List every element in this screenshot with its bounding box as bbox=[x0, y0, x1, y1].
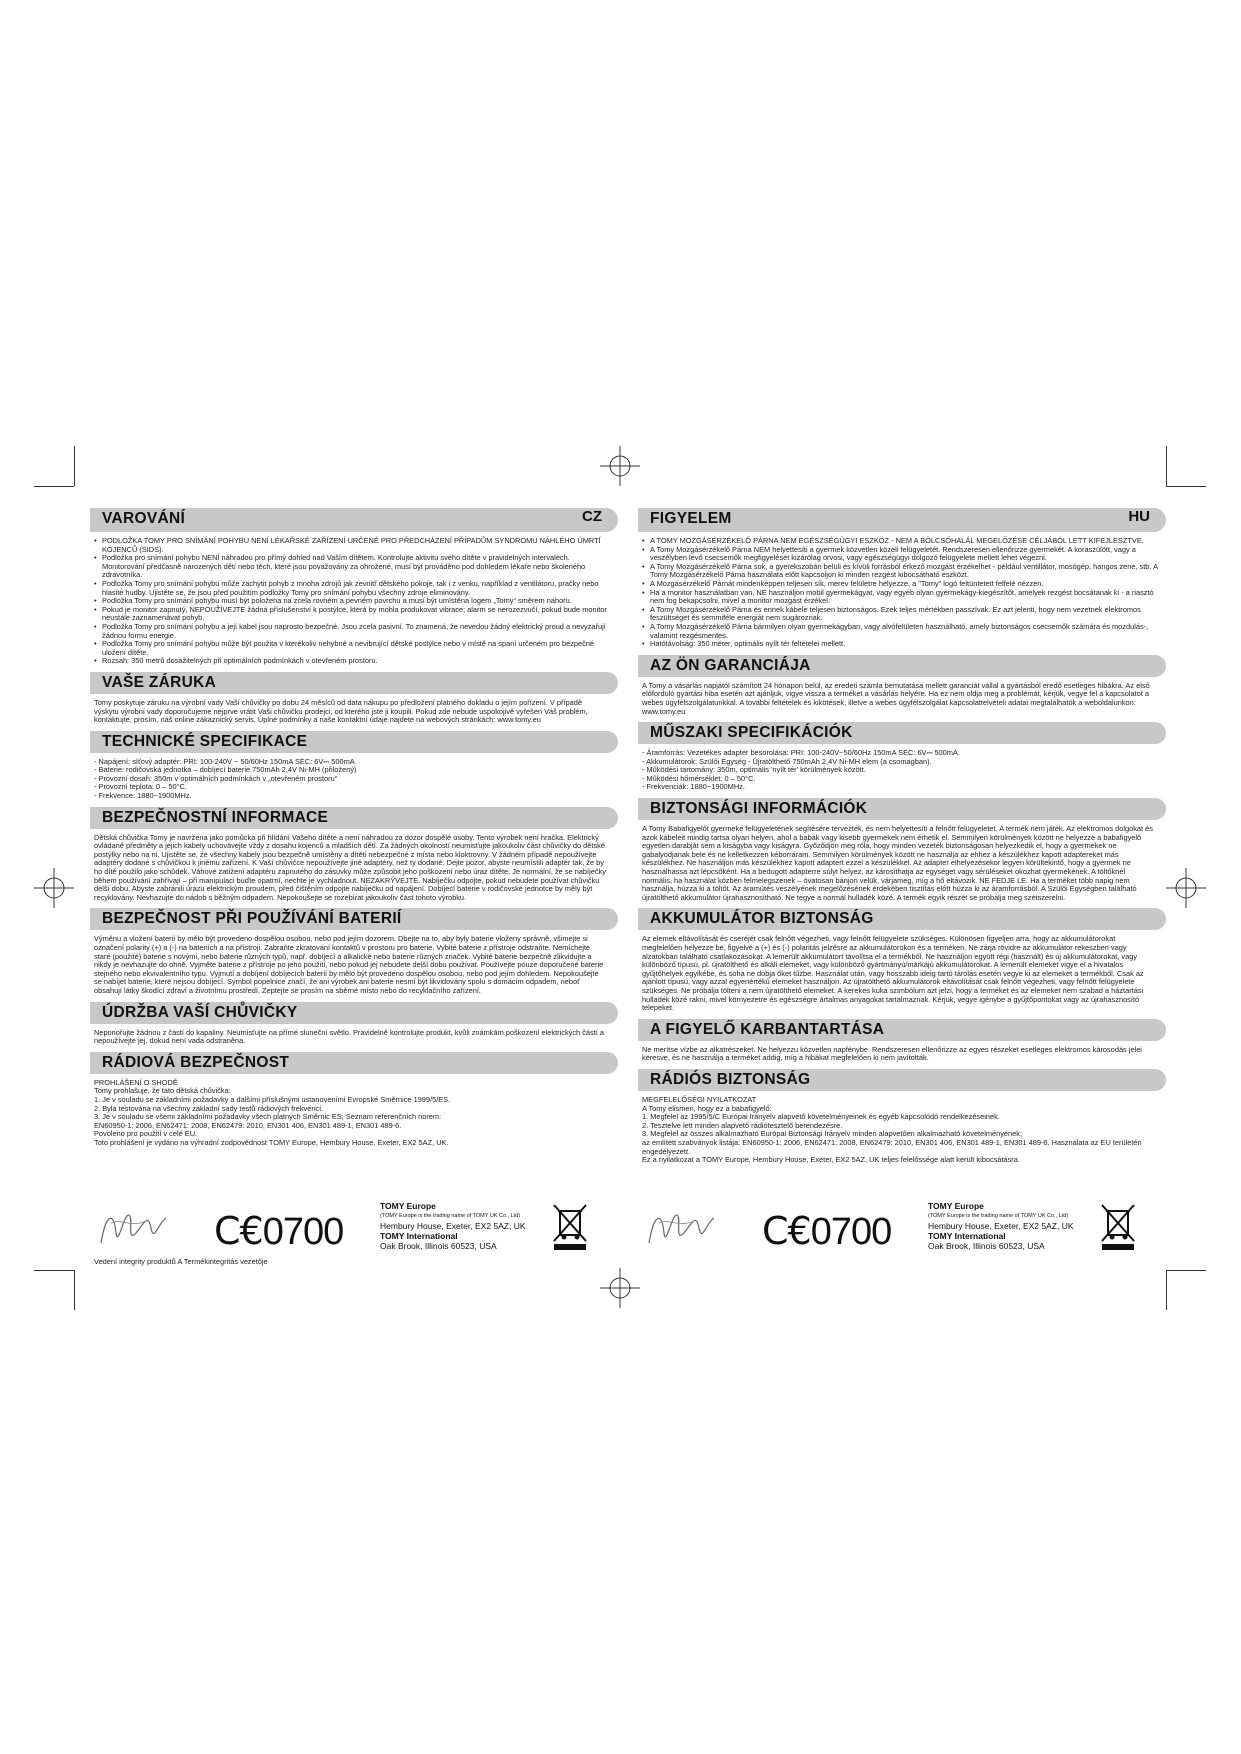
section-warning bbox=[90, 508, 618, 666]
address-line: Hembury House, Exeter, EX2 5AZ, UK bbox=[928, 1221, 1074, 1231]
language-code: CZ bbox=[582, 508, 602, 525]
spec-line: - Működési hőmérséklet: 0 – 50°C. bbox=[642, 773, 756, 783]
section-banner bbox=[638, 655, 1166, 677]
section-battery bbox=[638, 908, 1166, 1012]
section-title: TECHNICKÉ SPECIFIKACE bbox=[102, 732, 308, 750]
warning-list bbox=[90, 537, 618, 666]
crossed-out-bin-icon bbox=[1098, 1201, 1138, 1251]
section-title: RÁDIÓS BIZTONSÁG bbox=[650, 1070, 811, 1088]
integrity-caption: Vedení integrity produktů A Termékintegritás vezetője bbox=[94, 1257, 268, 1266]
registration-mark-icon bbox=[600, 446, 640, 486]
section-banner bbox=[638, 1069, 1166, 1091]
section-banner bbox=[90, 807, 618, 829]
radio-line: MEGFELELŐSÉGI NYILATKOZAT bbox=[642, 1094, 757, 1104]
section-radio bbox=[90, 1052, 618, 1148]
section-banner bbox=[638, 908, 1166, 930]
section-tech bbox=[90, 731, 618, 801]
section-banner bbox=[638, 508, 1166, 532]
registration-mark-icon bbox=[1166, 868, 1206, 908]
section-warranty bbox=[90, 672, 618, 725]
spec-line: - Áramforrás: Vezetékes adapter besorolása: PRI: 100-240V~50/60Hz 150mA SEC: 6V⎓ 500mA. bbox=[642, 748, 960, 758]
radio-line: 3. Megfelel az összes alkalmazható Európai Biztonsági Irányelv minden alapvetően alkalmazható követelményének; bbox=[642, 1129, 1023, 1139]
radio-line: Toto prohlášení je vydáno na výhradní zodpovědnost TOMY Europe, Hembury House, Exeter, EX2 5AZ, UK. bbox=[94, 1137, 449, 1147]
address-line: Oak Brook, Illinois 60523, USA bbox=[928, 1241, 1045, 1251]
list-item: • A TOMY MOZGÁSÉRZÉKELŐ PÁRNA NEM EGÉSZSÉGÜGYI ESZKÖZ - NEM A BÖLCSŐHALÁL MEGELŐZÉSE CÉLJÁBÓL LETT KIFEJLESZTVE. bbox=[642, 537, 1158, 546]
column-hu bbox=[638, 508, 1166, 1171]
section-banner bbox=[90, 672, 618, 694]
registration-mark-icon bbox=[600, 1268, 640, 1308]
crossed-out-bin-icon bbox=[550, 1201, 590, 1251]
list-item: • Podložka pro snímání pohybu NENÍ náhradou pro přímý dohled nad Vaším dítětem. Kontrolujte aktivitu svého dítěte v pravidelných intervalech. Monitorování předčasně narozených dětí nebo těch, které jsou považovány za ohrožené, musí být prováděno pod dohledem lékaře nebo školeného zdravotníka. bbox=[94, 554, 610, 580]
section-safety bbox=[638, 798, 1166, 902]
section-radio bbox=[638, 1069, 1166, 1165]
spec-line: - Működési tartomány: 350m, optimális 'nyílt tér' körülmények között. bbox=[642, 765, 866, 775]
section-title: A FIGYELŐ KARBANTARTÁSA bbox=[650, 1020, 885, 1038]
section-title: ÚDRŽBA VAŠÍ CHŮVIČKY bbox=[102, 1003, 298, 1021]
section-care bbox=[90, 1002, 618, 1046]
paragraph: A Tomy Babafigyelőt gyermeke felügyeletének segítésére tervezték, és nem helyettesíti a felnőtt felügyeletet. A termék nem játék. Az elektromos dolgokat és azok kábeleit mindig tartsa olyan helyen, ahol a babák vagy kisebb gyermekek nem érhetik el. Semmilyen körülmények között ne helyezze a babafigyelő egyetlen darabját sem a kiságyba vagy kiságyra. Győződjön meg róla, hogy minden vezeték biztonságosan helyezkedik el, hogy a gyermekek ne gabalyodjanak bele és ne kelletkezzen kéborráram. Semmilyen körülmények között ne használja az ehhez a készülékhez kapott adaptereket más készülékhez. Ne használjon más készülékhez kapott adaptert ezzel a készülékkel. Az adapter elhelyezésekor legyen körültekintő, hogy a gyermek ne használhassa azt lépcsőként. Ha a bedugott adapterre súlyt helyez, az károsíthatja az egységet vagy sérüléseket okozhat gyermekének. A töltőknél normális, ha használat közben felmelegszenek – óvatosan bánjon velük, várjameg, míg a hő eltávozik. NE FEDJE LE. Ha a terméket több napig nem használja, húzza ki a töltőt. Az áramütés veszélyének megelőzésének érdekében tisztítás előtt húzza ki az áramforrásból. A Szülői Egységben található újratölthető akkumulátor újrahasznosítható. Ne tegye a normál hulladék közé. A termék egyik részét se próbálja meg szétszerelni. bbox=[642, 824, 1153, 902]
section-banner bbox=[638, 1019, 1166, 1041]
radio-line: Ez a nyilatkozat a TOMY Europe, Hembury House, Exeter, EX2 5AZ, UK teljes felelőssége alatt került kibocsátásra. bbox=[642, 1155, 1020, 1165]
language-code: HU bbox=[1128, 508, 1150, 525]
radio-line: 3. Je v souladu se všemi základními požadavky všech platných Směrnic ES; Seznam referenčních norem: bbox=[94, 1112, 442, 1122]
radio-line: 1. Megfelel az 1995/5/C Európai Irányelv alapvető követelményeinek és egyéb kapcsolódó rendelkezéseinek. bbox=[642, 1112, 1000, 1122]
section-care bbox=[638, 1019, 1166, 1063]
section-title: MŰSZAKI SPECIFIKÁCIÓK bbox=[650, 724, 853, 742]
section-banner bbox=[90, 1052, 618, 1074]
registration-mark-icon bbox=[34, 868, 74, 908]
section-safety bbox=[90, 807, 618, 903]
address-line: Oak Brook, Illinois 60523, USA bbox=[380, 1241, 497, 1251]
paragraph: Výměnu a vložení baterií by mělo být provedeno dospělou osobou, nebo pod jejím dozorem. Dbejte na to, aby byly baterie vloženy správně, všimejte si označení polarity (+) a (-) na bateriích a na přístroji. Zabraňte zkratování kontaktů v prostoru pro baterie. Vybité baterie z přístroje odstraňte. Nemíchejte staré (použité) baterie s novými, nebo baterie různých typů, např. dobíjecí a alkalické nebo baterie různých značek. Vybité baterie bezpečně zlikvidujte a nikdy je nevhazujte do ohně. Vyjměte baterie z přístroje po jeho použití, nebo pokud jej nebudete delší dobu používat. Používejte pouze doporučené baterie stejného nebo ekvivalentního typu. Vyjmutí a dobíjení dobíjecích baterií by mělo být provedeno dospělou osobou, nebo pod jejím dohledem. Nepokoušejte se nabíjet baterie, které nejsou dobíjecí. Symbol popelnice značí, že ani výrobek ani baterie nesmí být likvidovány spolu s domácím odpadem, neboť obsahují látky škodící zdraví a životnímu prostředí. Zeptejte se prosím na sběrné místo nebo do recyklačního zařízení. bbox=[94, 934, 604, 995]
ce-mark: C€0700 bbox=[762, 1209, 892, 1253]
section-banner bbox=[90, 1002, 618, 1024]
company-name: TOMY International bbox=[928, 1231, 1006, 1241]
spec-line: - Frekvenciák: 1880~1900MHz. bbox=[642, 782, 745, 792]
crop-mark bbox=[34, 1270, 74, 1271]
section-banner bbox=[638, 722, 1166, 744]
list-item: • A Tomy Mozgásérzékelő Párna bármilyen olyan gyermekágyban, vagy alvófelületen használható, amely biztonságos csecsemők számára és mozdulás-, valamint rezgésmentes. bbox=[642, 623, 1158, 640]
company-note: (TOMY Europe is the trading name of TOMY UK Co., Ltd) bbox=[928, 1213, 1069, 1219]
list-item: • Ha a monitor használatban van, NE használjon mobil gyermekágyat, vagy egyéb olyan gyermekágy-kiegészítőt, amelyek rezgést bocsátanak ki - a riasztó nem fog bekapcsolni, mivel a monitor mozgást érzékel. bbox=[642, 589, 1158, 606]
company-name: TOMY Europe bbox=[928, 1201, 984, 1211]
column-cz bbox=[90, 508, 618, 1154]
spec-line: - Baterie: rodičovská jednotka – dobíjecí baterie 750mAh 2,4V Ni-MH (přiložený) bbox=[94, 765, 357, 775]
ce-mark: C€0700 bbox=[214, 1209, 344, 1253]
list-item: • Pokud je monitor zapnutý, NEPOUŽÍVEJTE žádná příslušenství k postýlce, která by mohla produkovat vibrace; alarm se nerozezvučí, pokud bude monitor neustále zaznamenávat pohyb. bbox=[94, 606, 610, 623]
section-warning bbox=[638, 508, 1166, 649]
crop-mark bbox=[74, 1270, 75, 1310]
section-tech bbox=[638, 722, 1166, 792]
address-block bbox=[380, 1201, 526, 1251]
section-title: BEZPEČNOSTNÍ INFORMACE bbox=[102, 808, 329, 826]
footer-cz bbox=[90, 1195, 618, 1265]
list-item: • PODLOŽKA TOMY PRO SNÍMÁNÍ POHYBU NENÍ LÉKAŘSKÉ ZAŘÍZENÍ URČENÉ PRO PŘEDCHÁZENÍ PŘÍPADŮM SYNDROMU NÁHLÉHO ÚMRTÍ KOJENCŮ (SIDS). bbox=[94, 537, 610, 554]
radio-line: EN60950-1: 2006, EN62471: 2008, EN62479: 2010, EN301 406, EN301 489-1, EN301 489-6. bbox=[94, 1120, 402, 1130]
list-item: • A Tomy Mozgásérzékelő Párna sok, a gyerekszobán belüli és kívüli forrásból érkező mozgást érzékelhet - például ventillátor, mosógép, hangos zene, stb. A Tomy Mozgásérzékelő Párna használata előtt kapcsoljon ki minden rezgést kibocsátható eszközt. bbox=[642, 563, 1158, 580]
section-banner bbox=[90, 731, 618, 753]
list-item: • Rozsah: 350 metrů dosažitelných při optimálních podmínkách v otevřeném prostoru. bbox=[94, 657, 610, 666]
section-title: BIZTONSÁGI INFORMÁCIÓK bbox=[650, 800, 868, 818]
radio-line: 2. Tesztelve lett minden alapvető rádiótesztelő berendezésre. bbox=[642, 1120, 843, 1130]
radio-line: A Tomy elismeri, hogy ez a babafigyelő: bbox=[642, 1103, 772, 1113]
crop-mark bbox=[1166, 486, 1206, 487]
section-title: FIGYELEM bbox=[650, 510, 732, 527]
signature-icon bbox=[96, 1203, 176, 1253]
company-name: TOMY International bbox=[380, 1231, 458, 1241]
ce-number: 0700 bbox=[262, 1211, 344, 1253]
section-title: VAROVÁNÍ bbox=[102, 510, 186, 527]
warning-list bbox=[638, 537, 1166, 649]
section-warranty bbox=[638, 655, 1166, 716]
list-item: • Podložka Tomy pro snímání pohybu může být použita v kterékoliv nehybné a nevibrující dětské postýlce nebo v místě na spaní určeném pro bezpečné uložení dítěte. bbox=[94, 640, 610, 657]
section-title: RÁDIOVÁ BEZPEČNOST bbox=[102, 1053, 290, 1071]
section-title: BEZPEČNOST PŘI POUŽÍVÁNÍ BATERIÍ bbox=[102, 910, 402, 928]
paragraph: Neponořujte žádnou z částí do kapaliny. Neumisťujte na přímé sluneční světlo. Pravidelně kontrolujte produkt, kvůli známkám poškození elektrických částí a nepoužívejte jej, dokud není vada odstraněna. bbox=[94, 1027, 604, 1046]
list-item: • A Tomy Mozgásérzékelő Párna és ennek kábele teljesen biztonságos. Ezek teljes mértékben passzívak. Ez azt jelenti, hogy nem vezetnek elektromos feszültséget és semmiféle energiát nem sugároznak. bbox=[642, 606, 1158, 623]
radio-line: 2. Byla testována na všechny základní sady testů rádiových frekvencí. bbox=[94, 1103, 324, 1113]
crop-mark bbox=[1166, 1270, 1167, 1310]
crop-mark bbox=[1166, 1270, 1206, 1271]
ce-number: 0700 bbox=[810, 1211, 892, 1253]
paragraph: A Tomy a vásárlás napjától számított 24 hónapon belül, az eredeti számla bemutatása mellett garanciát vállal a gyártásból eredő esetleges hibákra. Az első előforduló gyártási hiba esetén azt ajánljuk, vigye vissza a terméket a vásárlás helyére. Ha ez nem oldja meg a problémát, kérjük, vegye fel a kapcsolatot a webes ügyfélszolgálatunkkal. A további feltételek és kikötések, illetve a webes ügyfélszolgálat kapcsolattelvételi adatai megtalálhatók a weboldalunkon: www.tomy.eu bbox=[642, 680, 1150, 716]
list-item: • Podložka Tomy pro snímání pohybu musí být položena na zcela rovném a pevném povrchu a musí být umístěna logem „Tomy“ směrem nahoru. bbox=[94, 597, 610, 606]
paragraph: Dětská chůvička Tomy je navržena jako pomůcka při hlídání Vašeho dítěte a není náhradou za dozor dospělé osoby. Tento výrobek není hračka. Elektrický ovládané předměty a jejich kabely uchovávejte vždy z dosahu kojenců a mladších dětí. Za žádných okolností neumisťujte jakoukoliv část chůvičky do dětské postýlky nebo na ni. Ujistěte se, že všechny kabely jsou bezpečně umístěny a dítěti nebezpečné z místa nebo kloktrovny. V žádném případě nepoužívejte adaptéry dodané s chůvičkou k jinému zařízení. K Vaší chůvičce nepoužívejte jiné adaptéry, než ty dodané. Dejte pozor, abyste neumístili adaptér tak, že by ho dítě použilo jako schůdek. Váhové zatížení adaptéru zapnutého do zásuvky může způsobit jeho poškození nebo úraz dítěte. Je normální, že se nabíječky během používání zahřívají – při manipulaci buďte opatrní, nechte je vychladnout. NEZAKRÝVEJTE. Nabíječku odpojte, pokud nebudete používat chůvičku delší dobu. Abyste zabránili úrazu elektrickým proudem, před čištěním odpojte nabíječku od napájení. Dobíjecí baterie v rodičovské jednotce by měly být recyklovány. Nevhazujte do nádob s běžným odpadem. Nepokoušejte se rozebírat jakoukoliv část tohoto výrobku. bbox=[94, 832, 606, 902]
spec-line: - Provozní teplota: 0 – 50°C. bbox=[94, 782, 187, 792]
crop-mark bbox=[1166, 446, 1167, 486]
paragraph: Tomy poskytuje záruku na výrobní vady Vaší chůvičky po dobu 24 měsíců od data nákupu po předložení platného dokladu o jejím pořízení. V případě výskytu výrobní vady doporučujeme nejprve vrátit Vaši chůvičku prodejci, od kterého jste ji koupili. Pokud zde nebude uspokojivě vyřešen Váš problém, kontaktujte, prosím, náš online zákaznický servis. Úplné podmínky a naše kontaktní údaje najdete na webových stránkách: www.tomy.eu bbox=[94, 697, 588, 725]
spec-line: - Napájení: síťový adaptér: PRI: 100-240V ~ 50/60Hz 150mA SEC: 6V⎓ 500mA bbox=[94, 756, 355, 766]
list-item: • Hatótávolság: 350 méter, optimális nyílt tér feltételei mellett. bbox=[642, 640, 1158, 649]
section-banner bbox=[90, 908, 618, 930]
radio-line: PROHLÁŠENÍ O SHODĚ bbox=[94, 1077, 178, 1087]
paragraph: Az elemek eltávolítását és cseréjét csak felnőtt végezheti, vagy felnőtt felügyelete szükséges. Különösen figyeljen arra, hogy az akkumulátorokat megfelelően helyezze be, figyelve a (+) és (-) polaritás jelzésre az akkumulátorokon és a terméken. Ne zárja rövidre az akkumulátor rekeszben vagy alzatokban található csatlakozásokat. A lemerült akkumulátort távolítsa el a termékből. Ne használjon együtt régi (használt) és új akkumulátorokat, vagy különböző típusú, pl. újratölthető és alkáli elemeket, vagy különböző gyártmányú/márkájú akkumulátorokat. A lemerült elemeket vigye el a hivatalos gyűjtőhelyek egyikébe, és soha ne dobja őket tűzbe. Használat után, vagy hosszabb ideig tartó tárolás esetén vegye ki az elemeket a termékből. Csak az ajánlott típusú, vagy azzal egyenértékű elemeket használjon. Az újratölthető akkumulátorok eltávolítását csak felnőtt végezheti, vagy felnőtt felügyelete szükséges. Ne próbálja tölteni a nem újratölthető elemeket. A kerekes kuka szimbólum azt jelzi, hogy a terméket és az elemeket nem szabad a háztartási hulladék közé rakni, mivel környezetre és egészségre ártalmas anyagokat tartalmaznak. Kérjük, vegye igénybe a gyűjtőpontokat vagy az újrahasznosító telepeket. bbox=[642, 934, 1144, 1013]
radio-line: 1. Je v souladu se základními požadavky a dalšími příslušnými ustanoveními Evropské Směrnice 1999/5/ES. bbox=[94, 1094, 451, 1104]
crop-mark bbox=[74, 446, 75, 486]
paragraph: Ne merítse vízbe az alkatrészeket. Ne helyezzu közvetlen napfénybe. Rendszeresen ellenőrizze az egyes részeket esetleges elektromos károsodás jelei keresve, és ne használja a terméket addig, míg a hibákat megfelelően ki nem javították. bbox=[642, 1044, 1142, 1063]
radio-line: Tomy prohlašuje, že tato dětská chůvička: bbox=[94, 1086, 231, 1096]
signature-icon bbox=[644, 1203, 724, 1253]
section-battery bbox=[90, 908, 618, 995]
address-line: Hembury House, Exeter, EX2 5AZ, UK bbox=[380, 1221, 526, 1231]
spec-line: - Frekvence: 1880~1900MHz. bbox=[94, 791, 192, 801]
company-name: TOMY Europe bbox=[380, 1201, 436, 1211]
spec-line: - Provozní dosah: 350m v optimálních podmínkách v „otevřeném prostoru“ bbox=[94, 773, 338, 783]
address-block bbox=[928, 1201, 1074, 1251]
radio-line: Povoleno pro použití v celé EU. bbox=[94, 1129, 198, 1139]
section-banner bbox=[90, 508, 618, 532]
spec-line: - Akkumulátorok: Szülői Egység - Újratölthető 750mAh 2,4V Ni-MH elem (a csomagban). bbox=[642, 756, 932, 766]
radio-line: az említett szabványok listája: EN60950-1: 2006, EN62471: 2008, EN62479: 2010, EN301 406, EN301 489-1, EN301 489-6. Használata az EU területén engedélyezett. bbox=[642, 1137, 1142, 1156]
list-item: • A Mozgásérzékelő Párnát mindenképpen teljesen sík, merev felületre helyezze, a "Tomy" logó feltüntetett felfelé nézzen. bbox=[642, 580, 1158, 589]
section-banner bbox=[638, 798, 1166, 820]
section-title: AKKUMULÁTOR BIZTONSÁG bbox=[650, 910, 874, 928]
section-title: VAŠE ZÁRUKA bbox=[102, 673, 217, 691]
footer-hu bbox=[638, 1195, 1166, 1265]
list-item: • A Tomy Mozgásérzékelő Párna NEM helyettesíti a gyermek közvetlen közeli felügyeletét. Rendszeresen ellenőrizze gyermekét. A koraszülött, vagy a veszélyben levő csecsemők megfigyelését kizárólag orvosi, vagy egészségügyi dolgozó felügyelete mellett lehet végezni. bbox=[642, 546, 1158, 563]
crop-mark bbox=[34, 486, 74, 487]
list-item: • Podložka Tomy pro snímání pohybu může zachytit pohyb z mnoha zdrojů jak zevnitř dětského pokoje, tak i z venku, například z ventilátoru, pračky nebo hlasité hudby. Ujistěte se, že jsou před použitím podložky Tomy pro snímání pohybu všechny zdroje eliminovány. bbox=[94, 580, 610, 597]
list-item: • Podložka Tomy pro snímání pohybu a její kabel jsou naprosto bezpečné. Jsou zcela pasivní. To znamená, že nevedou žádný elektrický proud a nevyzařují žádnou formu energie. bbox=[94, 623, 610, 640]
company-note: (TOMY Europe is the trading name of TOMY UK Co., Ltd) bbox=[380, 1213, 521, 1219]
section-title: AZ ÖN GARANCIÁJA bbox=[650, 656, 811, 674]
